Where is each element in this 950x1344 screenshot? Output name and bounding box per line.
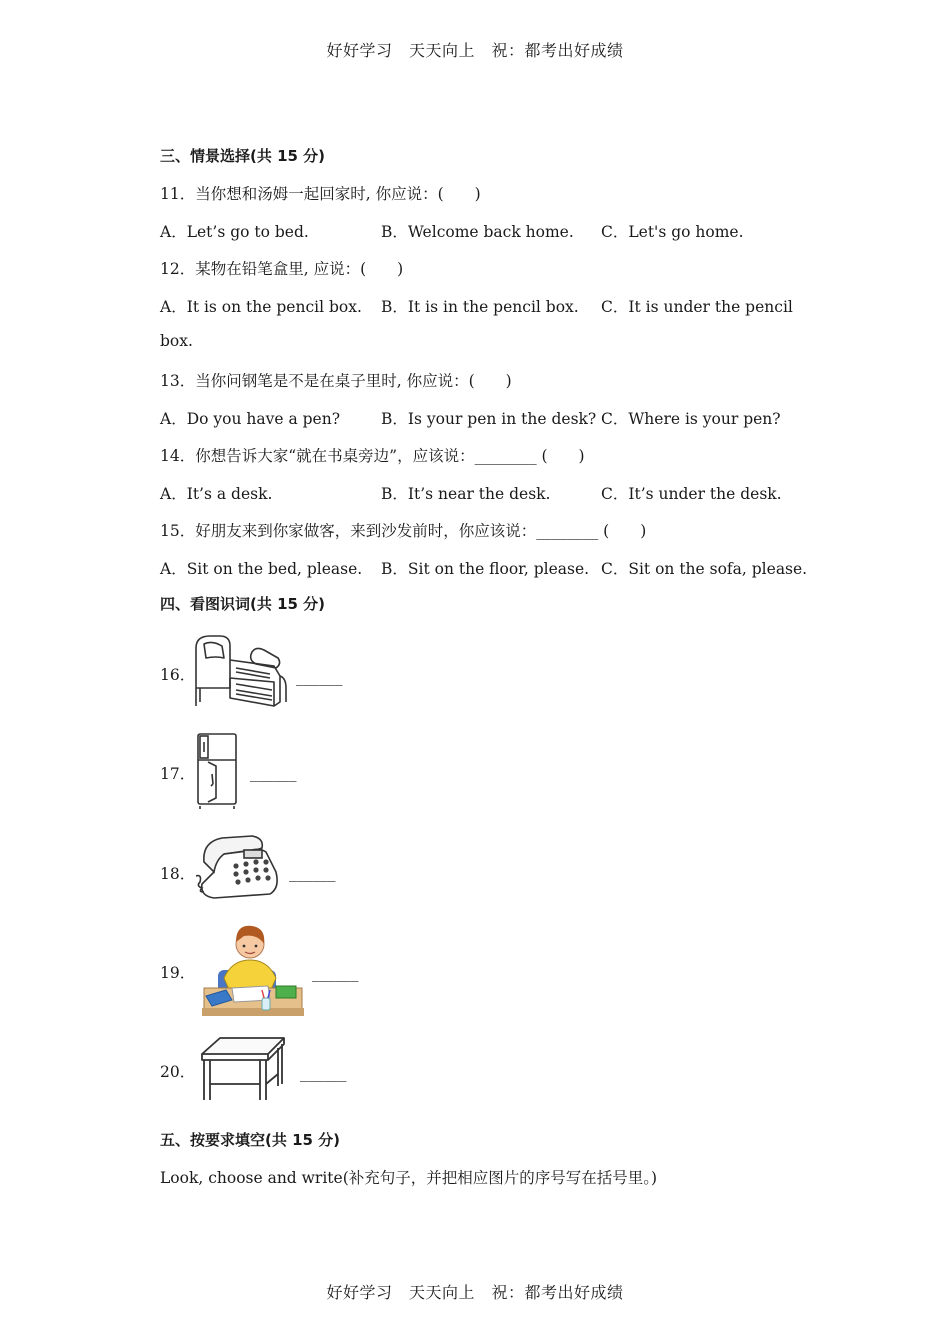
question-15-option-c: C．Sit on the sofa, please.: [601, 560, 808, 578]
question-12-stem: 12．某物在铅笔盒里, 应说：( ): [160, 260, 404, 278]
page-footer: 好好学习 天天向上 祝：都考出好成绩: [326, 1283, 624, 1302]
answer-blank-18[interactable]: ______: [289, 864, 336, 882]
answer-blank-20[interactable]: ______: [300, 1064, 347, 1082]
section-5-title: 五、按要求填空(共 15 分): [160, 1131, 341, 1149]
item-number: 18．: [160, 865, 196, 883]
section-3-title: 三、情景选择(共 15 分): [160, 147, 326, 165]
question-12-option-a: A．It is on the pencil box.: [160, 298, 362, 316]
question-14-option-c: C．It’s under the desk.: [601, 485, 782, 503]
section-5-instruction: Look, choose and write(补充句子，并把相应图片的序号写在括号里。): [160, 1169, 658, 1187]
question-14-option-a: A．It’s a desk.: [160, 485, 273, 503]
item-number: 19．: [160, 964, 196, 982]
answer-blank-16[interactable]: ______: [296, 668, 343, 686]
question-13-option-a: A．Do you have a pen?: [160, 410, 341, 428]
question-11-option-b: B．Welcome back home.: [381, 223, 574, 241]
question-14-stem: 14．你想告诉大家“就在书桌旁边”，应该说：________ ( ): [160, 447, 585, 465]
question-14-option-b: B．It’s near the desk.: [381, 485, 551, 503]
question-15-option-a: A．Sit on the bed, please.: [160, 560, 363, 578]
fridge-icon: [196, 732, 240, 814]
question-13-option-c: C．Where is your pen?: [601, 410, 781, 428]
question-11-stem: 11．当你想和汤姆一起回家时, 你应说：( ): [160, 185, 481, 203]
table-icon: [198, 1034, 288, 1108]
question-11-option-a: A．Let’s go to bed.: [160, 223, 309, 241]
bed-icon: [190, 628, 290, 714]
answer-blank-19[interactable]: ______: [312, 964, 359, 982]
question-15-stem: 15．好朋友来到你家做客，来到沙发前时，你应该说：________ ( ): [160, 522, 647, 540]
boy-at-desk-icon: [200, 920, 304, 1024]
telephone-icon: [194, 832, 284, 908]
item-number: 20．: [160, 1063, 196, 1081]
item-number: 17．: [160, 765, 196, 783]
question-13-option-b: B．Is your pen in the desk?: [381, 410, 597, 428]
item-number: 16．: [160, 666, 196, 684]
question-12-option-c: C．It is under the pencil: [601, 298, 793, 316]
section-4-title: 四、看图识词(共 15 分): [160, 595, 326, 613]
question-11-option-c: C．Let's go home.: [601, 223, 744, 241]
question-12-option-b: B．It is in the pencil box.: [381, 298, 579, 316]
question-13-stem: 13．当你问钢笔是不是在桌子里时, 你应说：( ): [160, 372, 512, 390]
answer-blank-17[interactable]: ______: [250, 764, 297, 782]
question-15-option-b: B．Sit on the floor, please.: [381, 560, 590, 578]
page-header: 好好学习 天天向上 祝：都考出好成绩: [326, 41, 624, 60]
question-12-continuation: box.: [160, 332, 193, 350]
